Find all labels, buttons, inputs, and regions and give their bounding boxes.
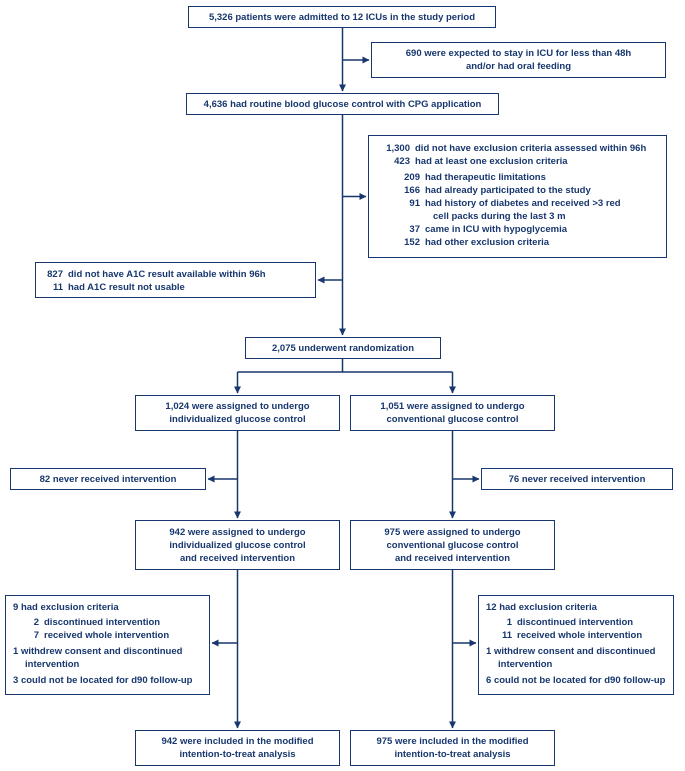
exclusion-row bbox=[486, 674, 666, 687]
row-text: could not be located for d90 follow-up bbox=[20, 675, 193, 686]
row-text: had exclusion criteria bbox=[499, 602, 597, 613]
received-individualized-box bbox=[135, 520, 340, 570]
row-text: had other exclusion criteria bbox=[425, 237, 550, 248]
row-number: 11 bbox=[52, 282, 63, 293]
exclusion-criteria-box bbox=[368, 135, 667, 258]
row-text bbox=[425, 197, 659, 223]
routine-cpg-box bbox=[186, 93, 499, 115]
row-text: came in ICU with hypoglycemia bbox=[425, 224, 568, 235]
row-text: discontinued intervention bbox=[517, 617, 634, 628]
row-text: withdrew consent and discontinued intervention bbox=[493, 646, 656, 670]
row-text-line1: had history of diabetes and received >3 red bbox=[425, 198, 621, 209]
exclusion-sub-row bbox=[498, 629, 666, 642]
row-text: could not be located for d90 follow-up bbox=[493, 675, 666, 686]
never-received-left-box bbox=[10, 468, 206, 490]
criteria-header-row bbox=[376, 155, 659, 168]
exclusion-sub-row bbox=[25, 616, 202, 629]
exclusion-title-row bbox=[13, 601, 202, 614]
row-number: 11 bbox=[501, 630, 512, 641]
row-number: 9 bbox=[13, 602, 19, 613]
row-number: 1,300 bbox=[386, 143, 410, 154]
received-individualized-line2: individualized glucose control bbox=[169, 539, 306, 551]
assigned-conventional-line2: conventional glucose control bbox=[386, 414, 519, 425]
criteria-item bbox=[400, 171, 659, 184]
row-text-line2: cell packs during the last 3 m bbox=[433, 211, 566, 222]
post-exclusions-conventional-box bbox=[478, 595, 674, 695]
received-conventional-box bbox=[350, 520, 555, 570]
exclusion-row bbox=[13, 645, 202, 671]
row-number: 91 bbox=[409, 198, 420, 209]
exclusion-title-row bbox=[486, 601, 666, 614]
row-number: 1 bbox=[506, 617, 512, 628]
row-number: 166 bbox=[404, 185, 420, 196]
row-text: had exclusion criteria bbox=[20, 602, 119, 613]
row-text: had already participated to the study bbox=[425, 185, 591, 196]
assigned-individualized-box bbox=[135, 395, 340, 431]
row-number: 7 bbox=[33, 630, 39, 641]
mitt-conventional-box bbox=[350, 730, 555, 766]
row-number: 6 bbox=[486, 675, 492, 686]
icu-stay-exclusion-box bbox=[371, 42, 666, 78]
exclusion-subgroup bbox=[25, 616, 202, 642]
row-text: had A1C result not usable bbox=[68, 282, 185, 293]
a1c-row bbox=[43, 281, 308, 294]
criteria-sublist bbox=[400, 171, 659, 249]
mitt-individualized-box bbox=[135, 730, 340, 766]
icu-exclusion-line1: 690 were expected to stay in ICU for less than 48h bbox=[405, 48, 632, 59]
row-text: withdrew consent and discontinued intervention bbox=[20, 646, 183, 670]
assigned-individualized-line2: individualized glucose control bbox=[169, 414, 306, 425]
row-number: 2 bbox=[33, 617, 39, 628]
row-number: 1 bbox=[486, 646, 492, 657]
received-individualized-line3: and received intervention bbox=[179, 552, 296, 564]
assigned-individualized-line1: 1,024 were assigned to undergo bbox=[165, 401, 310, 412]
row-text: received whole intervention bbox=[517, 630, 643, 641]
never-received-right-box bbox=[481, 468, 673, 490]
criteria-item bbox=[400, 197, 659, 223]
row-number: 3 bbox=[13, 675, 19, 686]
row-number: 37 bbox=[409, 224, 420, 235]
mitt-conventional-line1: 975 were included in the modified bbox=[376, 736, 529, 747]
exclusion-row bbox=[13, 674, 202, 687]
assigned-conventional-line1: 1,051 were assigned to undergo bbox=[380, 401, 525, 412]
row-text: did not have exclusion criteria assessed within 96h bbox=[415, 143, 647, 154]
criteria-item bbox=[400, 184, 659, 197]
admitted-box bbox=[188, 6, 496, 28]
row-number: 1 bbox=[13, 646, 19, 657]
exclusion-sub-row bbox=[25, 629, 202, 642]
received-conventional-line3: and received intervention bbox=[394, 552, 511, 564]
post-exclusions-individualized-box bbox=[5, 595, 210, 695]
mitt-individualized-line1: 942 were included in the modified bbox=[161, 736, 314, 747]
never-received-left-text: 82 never received intervention bbox=[39, 473, 177, 485]
criteria-item bbox=[400, 236, 659, 249]
criteria-item bbox=[400, 223, 659, 236]
icu-exclusion-line2: and/or had oral feeding bbox=[465, 61, 572, 72]
row-number: 152 bbox=[404, 237, 420, 248]
a1c-exclusion-box bbox=[35, 262, 316, 298]
routine-text: 4,636 had routine blood glucose control with CPG application bbox=[203, 98, 482, 110]
row-number: 209 bbox=[404, 172, 420, 183]
randomization-box bbox=[245, 337, 441, 359]
criteria-header-row bbox=[376, 142, 659, 155]
admitted-text: 5,326 patients were admitted to 12 ICUs in the study period bbox=[208, 11, 476, 23]
never-received-right-text: 76 never received intervention bbox=[508, 473, 646, 485]
assigned-conventional-box bbox=[350, 395, 555, 431]
row-number: 827 bbox=[47, 269, 63, 280]
a1c-row bbox=[43, 268, 308, 281]
row-text: did not have A1C result available within 96h bbox=[68, 269, 266, 280]
row-text: had at least one exclusion criteria bbox=[415, 156, 568, 167]
mitt-individualized-line2: intention-to-treat analysis bbox=[179, 749, 296, 760]
exclusion-row bbox=[486, 645, 666, 671]
received-conventional-line1: 975 were assigned to undergo bbox=[384, 526, 521, 538]
exclusion-sub-row bbox=[498, 616, 666, 629]
row-text: discontinued intervention bbox=[44, 617, 161, 628]
exclusion-subgroup bbox=[498, 616, 666, 642]
received-individualized-line1: 942 were assigned to undergo bbox=[169, 526, 306, 538]
row-number: 423 bbox=[394, 156, 410, 167]
row-number: 12 bbox=[486, 602, 497, 613]
received-conventional-line2: conventional glucose control bbox=[386, 539, 519, 551]
row-text: received whole intervention bbox=[44, 630, 170, 641]
mitt-conventional-line2: intention-to-treat analysis bbox=[394, 749, 511, 760]
row-text: had therapeutic limitations bbox=[425, 172, 546, 183]
randomization-text: 2,075 underwent randomization bbox=[272, 342, 414, 354]
